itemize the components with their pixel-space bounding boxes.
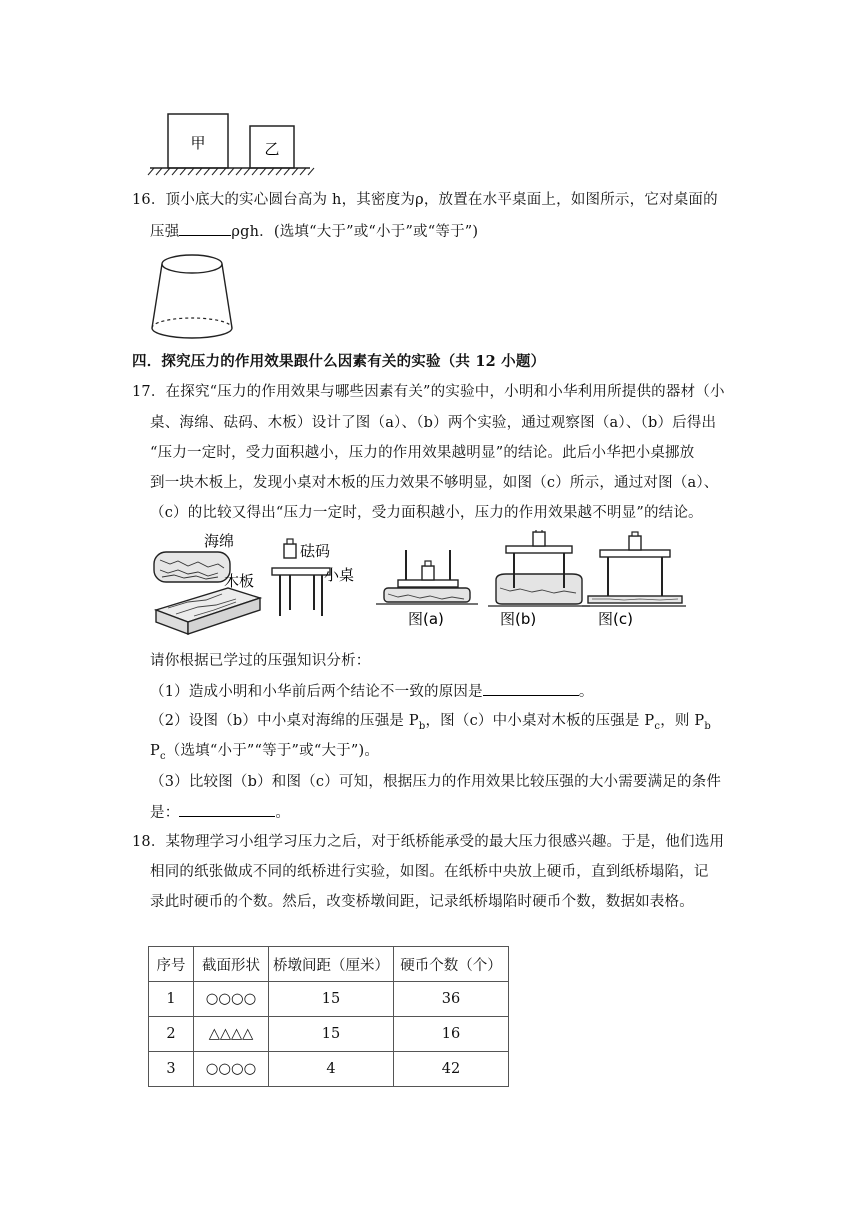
q16-line1: 16．顶小底大的实心圆台高为 h，其密度为ρ，放置在水平桌面上，如图所示，它对桌面的 [132, 192, 718, 208]
table-header-row [149, 947, 509, 982]
q17-sub3-blank[interactable] [179, 802, 275, 817]
ground-hatch [148, 168, 314, 175]
label-fig-b: 图(b) [500, 610, 537, 628]
section4-heading: 四．探究压力的作用效果跟什么因素有关的实验（共 12 小题） [132, 353, 546, 370]
fig-c-drawing [582, 532, 686, 606]
bridge-data-table [148, 946, 509, 1087]
header-spacing: 桥墩间距（厘米） [269, 947, 394, 982]
label-weight: 砝码 [300, 542, 331, 560]
q17-sub1-text: （1）造成小明和小华前后两个结论不一致的原因是 [150, 684, 483, 700]
small-table-drawing [272, 568, 330, 616]
cell-shape: △△△△ [194, 1017, 269, 1052]
fig-a-drawing [376, 550, 478, 604]
q17-sub1-end: 。 [578, 684, 594, 700]
q17-line3: “压力一定时，受力面积越小，压力的作用效果越明显”的结论。此后小华把小桌挪放 [150, 445, 695, 461]
q17-line5: （c）的比较又得出“压力一定时，受力面积越小，压力的作用效果越不明显”的结论。 [150, 505, 703, 521]
q16-line2 [150, 221, 478, 242]
cell-shape: ○○○○ [194, 1052, 269, 1087]
q17-sub2-text-a: （2）设图（b）中小桌对海绵的压强是 P [150, 713, 419, 729]
q17-sub2-text-c: ，则 P [660, 713, 705, 729]
label-fig-c: 图(c) [598, 610, 633, 628]
q17-sub2-line2-p: P [150, 743, 160, 759]
q17-line4: 到一块木板上，发现小桌对木板的压力效果不够明显，如图（c）所示，通过对图（a）、 [150, 475, 719, 491]
fig-b-drawing [488, 530, 590, 606]
q17-sub2-sub-b2: b [704, 720, 711, 732]
label-yi: 乙 [264, 140, 280, 158]
frustum-figure [148, 250, 242, 346]
q17-line2: 桌、海绵、砝码、木板）设计了图（a）、（b）两个实验，通过观察图（a）、（b）后得出 [150, 415, 717, 431]
table-row [149, 982, 509, 1017]
experiment-figure [148, 530, 688, 640]
q17-sub3-end: 。 [275, 805, 291, 821]
q18-line2: 相同的纸张做成不同的纸桥进行实验，如图。在纸桥中央放上硬币，直到纸桥塌陷，记 [150, 864, 709, 880]
q16-answer-blank[interactable] [179, 221, 231, 236]
q17-sub3-line2 [150, 802, 290, 823]
cell-coins: 42 [394, 1052, 509, 1087]
q17-sub2-line2-sub: c [159, 750, 166, 762]
cell-spacing: 4 [269, 1052, 394, 1087]
q17-sub2-sub-b: b [418, 720, 426, 732]
blocks-figure [140, 110, 320, 176]
q17-sub1 [150, 681, 594, 702]
q17-line1: 17．在探究“压力的作用效果与哪些因素有关”的实验中，小明和小华利用所提供的器材（小 [132, 384, 725, 400]
header-index: 序号 [149, 947, 194, 982]
q17-sub3-line1: （3）比较图（b）和图（c）可知，根据压力的作用效果比较压强的大小需要满足的条件 [150, 774, 722, 790]
weight-drawing [284, 539, 296, 558]
q17-sub2-line1 [150, 711, 711, 737]
q17-sub2-line2 [150, 741, 379, 767]
board-drawing [156, 588, 260, 634]
header-coins: 硬币个数（个） [394, 947, 509, 982]
label-table: 小桌 [324, 566, 355, 584]
cell-shape: ○○○○ [194, 982, 269, 1017]
cell-coins: 16 [394, 1017, 509, 1052]
cell-spacing: 15 [269, 982, 394, 1017]
cell-index: 3 [149, 1052, 194, 1087]
label-fig-a: 图(a) [408, 610, 444, 628]
cell-spacing: 15 [269, 1017, 394, 1052]
cell-index: 1 [149, 982, 194, 1017]
cell-coins: 36 [394, 982, 509, 1017]
q16-line2-pre: 压强 [150, 224, 180, 240]
sponge-drawing [154, 552, 230, 582]
q16-line2-post: ρgh．(选填“大于”或“小于”或“等于”) [231, 224, 479, 240]
header-shape: 截面形状 [194, 947, 269, 982]
q17-sub2-line2-text: （选填“小于”“等于”或“大于”)。 [165, 743, 380, 759]
q17-analysis-prompt: 请你根据已学过的压强知识分析： [150, 653, 371, 669]
q17-sub1-blank[interactable] [483, 681, 579, 696]
label-jia: 甲 [190, 134, 206, 152]
q18-line1: 18．某物理学习小组学习压力之后，对于纸桥能承受的最大压力很感兴趣。于是，他们选用 [132, 834, 725, 850]
q17-sub2-sub-c: c [654, 720, 661, 732]
label-board: 木板 [224, 572, 255, 590]
table-row [149, 1017, 509, 1052]
cell-index: 2 [149, 1017, 194, 1052]
q17-sub2-text-b: ，图（c）中小桌对木板的压强是 P [425, 713, 655, 729]
label-sponge: 海绵 [204, 532, 235, 550]
q17-sub3-text: 是： [150, 805, 180, 821]
table-row [149, 1052, 509, 1087]
q18-line3: 录此时硬币的个数。然后，改变桥墩间距，记录纸桥塌陷时硬币个数，数据如表格。 [150, 894, 694, 910]
